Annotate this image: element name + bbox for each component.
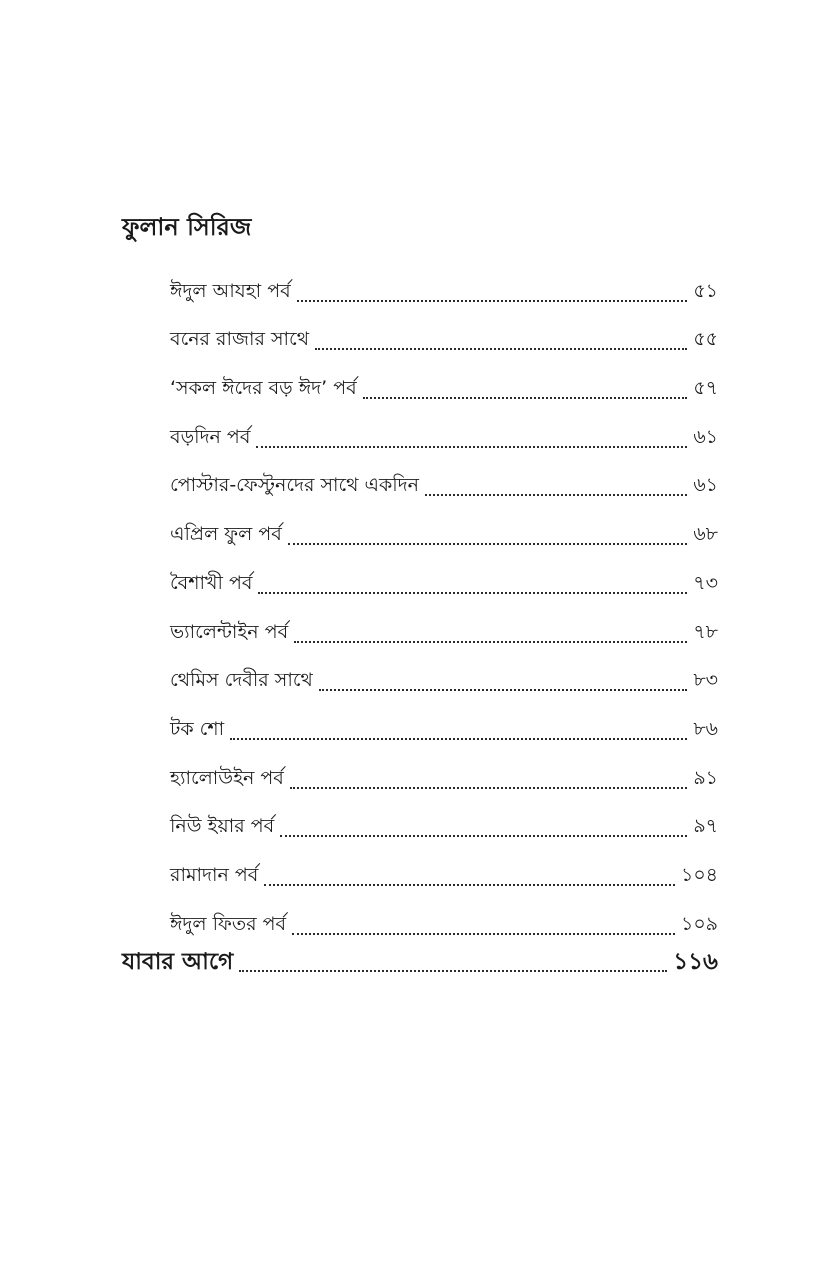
toc-entry-title: বৈশাখী পর্ব	[170, 571, 253, 594]
dot-leader	[363, 397, 688, 399]
toc-entry-title: পোস্টার-ফেস্টুনদের সাথে একদিন	[170, 474, 420, 497]
dot-leader	[256, 446, 687, 448]
dot-leader	[258, 592, 687, 594]
toc-entry-title: হ্যালোউইন পর্ব	[170, 766, 284, 789]
dot-leader	[230, 738, 687, 740]
toc-entry-title: রামাদান পর্ব	[170, 863, 259, 886]
dot-leader	[292, 933, 675, 935]
dot-leader	[319, 689, 688, 691]
dot-leader	[290, 787, 687, 789]
toc-entry-title: ভ্যালেন্টাইন পর্ব	[170, 620, 289, 643]
toc-entry-page: ৫৫	[693, 328, 718, 351]
dot-leader	[294, 641, 687, 643]
toc-entry[interactable]	[170, 457, 718, 506]
toc-entry[interactable]	[170, 505, 718, 554]
toc-entry[interactable]	[170, 262, 718, 311]
toc-entry-page: ৮৩	[693, 669, 718, 692]
toc-entry-title: বড়দিন পর্ব	[170, 425, 251, 448]
toc-entry-title: ঈদুল ফিতর পর্ব	[170, 912, 287, 935]
toc-entry-title: বনের রাজার সাথে	[170, 328, 310, 351]
toc-entry-page: ৬৮	[693, 523, 718, 546]
toc-entry[interactable]	[170, 554, 718, 603]
toc-entry-title: নিউ ইয়ার পর্ব	[170, 815, 275, 838]
toc-entry[interactable]	[170, 749, 718, 798]
toc-entry[interactable]	[170, 603, 718, 652]
toc-entry[interactable]	[170, 359, 718, 408]
toc-entry-title: টক শো	[170, 717, 225, 740]
toc-entry-page: ৭৮	[693, 620, 718, 643]
toc-entry[interactable]	[170, 895, 718, 944]
toc-entry[interactable]	[170, 652, 718, 701]
toc-entry-page: ৬১	[693, 474, 718, 497]
toc-entry[interactable]	[170, 311, 718, 360]
dot-leader	[288, 543, 687, 545]
toc-entry-page: ৫১	[693, 279, 718, 302]
toc-entry-title: ‘সকল ঈদের বড় ঈদ’ পর্ব	[170, 377, 357, 400]
toc-entry-page: ১০৪	[680, 863, 718, 886]
dot-leader	[315, 348, 687, 350]
toc-entry-title: থেমিস দেবীর সাথে	[170, 669, 313, 692]
toc-entry-page: ৬১	[693, 425, 718, 448]
toc-entry[interactable]	[170, 846, 718, 895]
toc-entry-page: ৭৩	[693, 571, 718, 594]
section-heading: ফুলান সিরিজ	[122, 213, 252, 241]
dot-leader	[297, 300, 688, 302]
toc-entry[interactable]	[170, 798, 718, 847]
toc-entry[interactable]	[170, 408, 718, 457]
toc-list	[170, 262, 718, 944]
toc-entry-page: ৯৭	[693, 815, 718, 838]
toc-final-title: যাবার আগে	[122, 949, 234, 975]
toc-entry-title: এপ্রিল ফুল পর্ব	[170, 523, 282, 546]
toc-entry-title: ঈদুল আযহা পর্ব	[170, 279, 291, 302]
dot-leader	[264, 884, 675, 886]
dot-leader	[425, 494, 687, 496]
toc-entry-page: ৫৭	[693, 377, 718, 400]
dot-leader	[239, 970, 667, 972]
toc-final-page: ১১৬	[673, 949, 718, 975]
toc-final-entry[interactable]	[122, 942, 718, 982]
toc-entry-page: ৮৬	[693, 717, 718, 740]
toc-entry-page: ৯১	[693, 766, 718, 789]
toc-entry[interactable]	[170, 700, 718, 749]
dot-leader	[280, 835, 687, 837]
toc-entry-page: ১০৯	[680, 912, 718, 935]
